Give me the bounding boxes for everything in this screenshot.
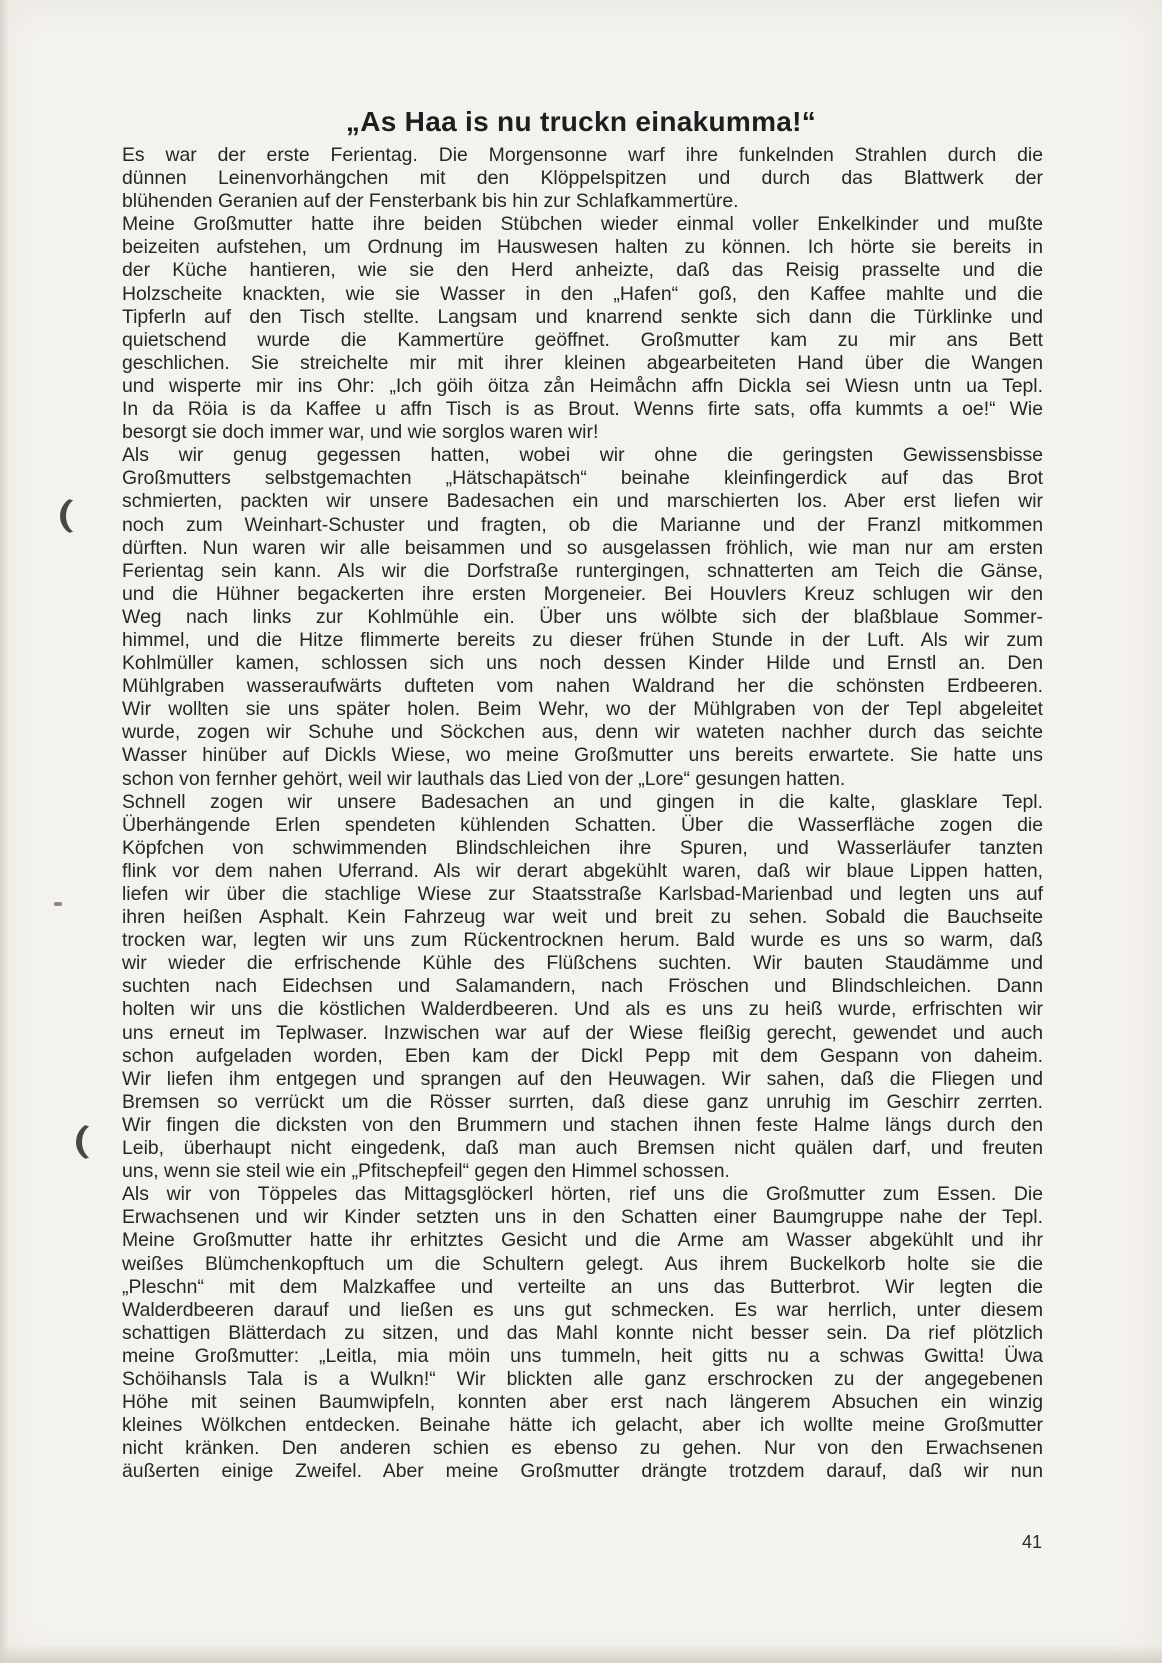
text-line: Kohlmüller kamen, schlossen sich uns noch dessen Kinder Hilde und Ernstl an. Den — [122, 652, 1043, 675]
text-line: Bremsen so verrückt um die Rösser surrten, daß diese ganz unruhig im Geschirr zerrten. — [122, 1090, 1043, 1113]
text-line: schon von fernher gehört, weil wir lauthals das Lied von der „Lore“ gesungen hatten. — [122, 767, 846, 790]
text-line: holten wir uns die köstlichen Walderdbeeren. Und als es uns zu heiß wurde, erfrischten wir — [122, 998, 1043, 1021]
text-line: und die Hühner begackerten ihre ersten Morgeneier. Bei Houvlers Kreuz schlugen wir den — [122, 582, 1043, 605]
text-line: Schöihansls Tala is a Wulkn!“ Wir blickten alle ganz erschrocken zu der angegebenen — [122, 1367, 1043, 1390]
text-line: In da Röia is da Kaffee u affn Tisch is as Brout. Wenns firte sats, offa kummts a oe!“ Wie — [122, 398, 1043, 421]
punch-hole-icon — [60, 496, 100, 536]
chapter-title: „As Haa is nu truckn einakumma!“ — [345, 106, 817, 137]
text-line: und wisperte mir ins Ohr: „Ich göih öitza zån Heimåchn affn Dickla sei Wiesn untn ua Tepl. — [122, 374, 1043, 397]
text-line: wir wieder die erfrischende Kühle des Flüßchens suchten. Wir bauten Staudämme und — [122, 952, 1043, 975]
text-line: blühenden Geranien auf der Fensterbank bis hin zur Schlafkammertüre. — [122, 190, 739, 213]
text-line: Wasser hinüber auf Dickls Wiese, wo meine Großmutter uns bereits erwartete. Sie hatte uns — [122, 744, 1043, 767]
text-line: uns, wenn sie steil wie ein „Pfitschepfeil“ gegen den Himmel schossen. — [122, 1160, 730, 1183]
text-line: Überhängende Erlen spendeten kühlenden Schatten. Über die Wasserfläche zogen die — [122, 813, 1043, 836]
text-line: Großmutters selbstgemachten „Hätschapätsch“ beinahe kleinfingerdick auf das Brot — [122, 467, 1043, 490]
text-line: kleines Wölkchen entdecken. Beinahe hätte ich gelacht, aber ich wollte meine Großmutter — [122, 1414, 1043, 1437]
text-line: beizeiten aufstehen, um Ordnung im Hauswesen halten zu können. Ich hörte sie bereits in — [122, 236, 1043, 259]
text-line: liefen wir über die stachlige Wiese zur Staatsstraße Karlsbad-Marienbad und legten uns auf — [122, 883, 1043, 905]
text-line: Holzscheite knackten, wie sie Wasser in den „Hafen“ goß, den Kaffee mahlte und die — [122, 282, 1043, 305]
chapter-body-text — [122, 144, 1043, 1483]
text-line: schon aufgeladen worden, Eben kam der Dickl Pepp mit dem Gespann von daheim. — [122, 1044, 1043, 1067]
text-line: dürften. Nun waren wir alle beisammen und so ausgelassen fröhlich, wie man nur am ersten — [122, 536, 1043, 559]
text-line: Leib, überhaupt nicht eingedenk, daß man auch Bremsen nicht quälen darf, und freuten — [122, 1137, 1043, 1160]
text-line: nicht kränken. Den anderen schien es ebenso zu gehen. Nur von den Erwachsenen — [122, 1437, 1043, 1460]
text-line: meine Großmutter: „Leitla, mia möin uns tummeln, heit gitts nu a schwas Gwitta! Üwa — [122, 1344, 1043, 1367]
text-line: besorgt sie doch immer war, und wie sorglos waren wir! — [122, 421, 599, 444]
text-line: Köpfchen von schwimmenden Blindschleichen ihre Spuren, und Wasserläufer tanzten — [122, 836, 1043, 859]
text-line: Tipferln auf den Tisch stellte. Langsam und knarrend senkte sich dann die Türklinke und — [122, 305, 1043, 328]
text-line: Als wir von Töppeles das Mittagsglöckerl hörten, rief uns die Großmutter zum Essen. Die — [122, 1183, 1043, 1206]
text-line: quietschend wurde die Kammertüre geöffnet. Großmutter kam zu mir ans Bett — [122, 328, 1043, 351]
text-line: Erwachsenen und wir Kinder setzten uns in den Schatten einer Baumgruppe nahe der Tepl. — [122, 1206, 1043, 1229]
text-line: Wir wollten sie uns später holen. Beim Wehr, wo der Mühlgraben von der Tepl abgeleitet — [122, 698, 1043, 721]
text-line: äußerten einige Zweifel. Aber meine Großmutter drängte trotzdem darauf, daß wir nun — [122, 1460, 1043, 1483]
text-line: uns erneut im Teplwaser. Inzwischen war auf der Wiese fleißig gerecht, gewendet und auch — [122, 1021, 1043, 1044]
text-line: der Küche hantieren, wie sie den Herd anheizte, daß das Reisig prasselte und die — [122, 259, 1043, 282]
text-line: himmel, und die Hitze flimmerte bereits zu dieser frühen Stunde in der Luft. Als wir zum — [122, 628, 1043, 651]
text-line: Als wir genug gegessen hatten, wobei wir ohne die geringsten Gewissensbisse — [122, 444, 1043, 467]
punch-hole-icon — [76, 1122, 116, 1162]
ink-speck — [54, 902, 62, 906]
page-edge-shadow — [0, 0, 10, 1663]
text-line: flink vor dem nahen Uferrand. Als wir derart abgekühlt waren, daß wir blaue Lippen hatten, — [122, 859, 1043, 882]
text-line: Meine Großmutter hatte ihr erhitztes Gesicht und die Arme am Wasser abgekühlt und ihr — [122, 1229, 1043, 1252]
text-line: Mühlgraben wasseraufwärts dufteten vom nahen Waldrand her die schönsten Erdbeeren. — [122, 675, 1043, 698]
text-line: dünnen Leinenvorhängchen mit den Klöppelspitzen und durch das Blattwerk der — [122, 167, 1043, 190]
text-line: Wir fingen die dicksten von den Brummern und stachen ihnen feste Halme längs durch den — [122, 1113, 1043, 1136]
text-line: schattigen Blätterdach zu sitzen, und das Mahl konnte nicht besser sein. Da rief plötzlich — [122, 1321, 1043, 1344]
text-line: suchten nach Eidechsen und Salamandern, nach Fröschen und Blindschleichen. Dann — [122, 975, 1043, 998]
text-line: Ferientag sein kann. Als wir die Dorfstraße runtergingen, schnatterten am Teich die Gänse, — [122, 559, 1043, 582]
text-line: schmierten, packten wir unsere Badesachen ein und marschierten los. Aber erst liefen wir — [122, 490, 1043, 513]
text-line: Wir liefen ihm entgegen und sprangen auf den Heuwagen. Wir sahen, daß die Fliegen und — [122, 1067, 1043, 1090]
text-line: „Pleschn“ mit dem Malzkaffee und verteilte an uns das Butterbrot. Wir legten die — [122, 1275, 1043, 1298]
text-line: Walderdbeeren darauf und ließen es uns gut schmecken. Es war herrlich, unter diesem — [122, 1298, 1043, 1321]
text-line: weißes Blümchenkopftuch um die Schultern gelegt. Aus ihrem Buckelkorb holte sie die — [122, 1252, 1043, 1275]
text-line: Weg nach links zur Kohlmühle ein. Über uns wölbte sich der blaßblaue Sommer- — [122, 605, 1043, 628]
text-line: Es war der erste Ferientag. Die Morgensonne warf ihre funkelnden Strahlen durch die — [122, 144, 1043, 166]
page-bottom-edge — [0, 1645, 1162, 1663]
text-line: noch zum Weinhart-Schuster und fragten, ob die Marianne und der Franzl mitkommen — [122, 513, 1043, 536]
text-line: ihren heißen Asphalt. Kein Fahrzeug war weit und breit zu sehen. Sobald die Bauchseite — [122, 906, 1043, 929]
text-line: Höhe mit seinen Baumwipfeln, konnten aber erst nach längerem Absuchen ein winzig — [122, 1391, 1043, 1414]
text-line: wurde, zogen wir Schuhe und Söckchen aus, denn wir wateten nachher durch das seichte — [122, 721, 1043, 744]
text-line: geschlichen. Sie streichelte mir mit ihrer kleinen abgearbeiteten Hand über die Wangen — [122, 351, 1043, 374]
text-line: trocken war, legten wir uns zum Rückentrocknen herum. Bald wurde es uns so warm, daß — [122, 929, 1043, 952]
text-line: Schnell zogen wir unsere Badesachen an und gingen in die kalte, glasklare Tepl. — [122, 790, 1043, 813]
page-number: 41 — [1021, 1532, 1042, 1552]
text-line: Meine Großmutter hatte ihre beiden Stübchen wieder einmal voller Enkelkinder und mußte — [122, 213, 1043, 236]
